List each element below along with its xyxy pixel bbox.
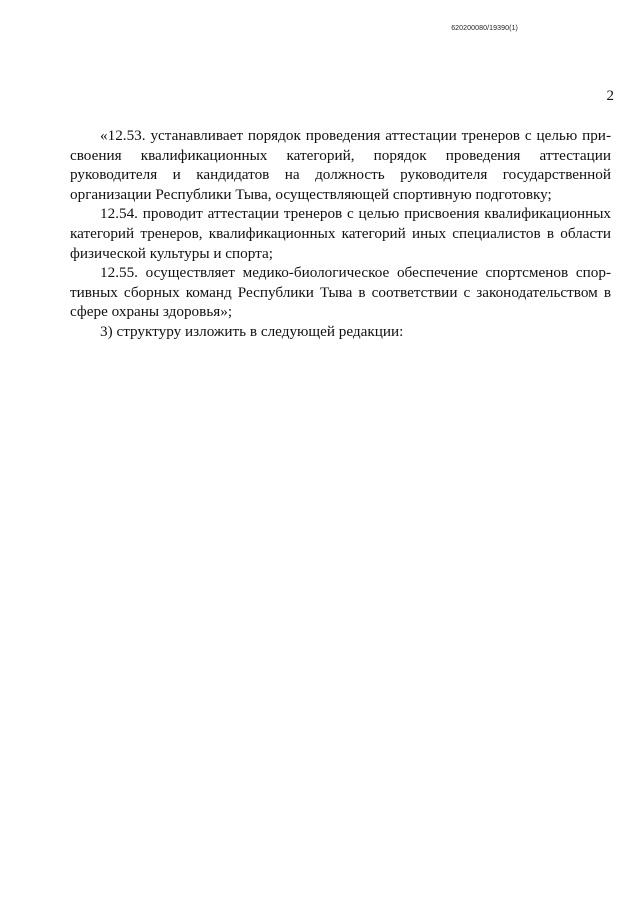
paragraph-12-55: 12.55. осуществляет медико-биологическое обеспечение спортсменов спортивных сборных команд Республики Тыва в соответствии с законодательством в сфере охраны здоровья»; xyxy=(70,264,611,321)
document-body xyxy=(70,126,611,342)
paragraph-structure: 3) структуру изложить в следующей редакции: xyxy=(100,322,404,340)
page-number: 2 xyxy=(606,88,614,104)
paragraph-12-54: 12.54. проводит аттестации тренеров с целью присвоения квалификационных категорий тренеров, квалификационных категорий иных специалистов в области физической культуры и спорта; xyxy=(70,205,611,262)
paragraph-12-53: «12.53. устанавливает порядок проведения аттестации тренеров с целью присвоения квалификационных категорий, порядок проведения аттестации руководителя и кандидатов на должность руководителя государственной организации Республики Тыва, осуществляющей спортивную подготовку; xyxy=(70,127,611,203)
document-id: 620200080/19390(1) xyxy=(451,25,518,32)
